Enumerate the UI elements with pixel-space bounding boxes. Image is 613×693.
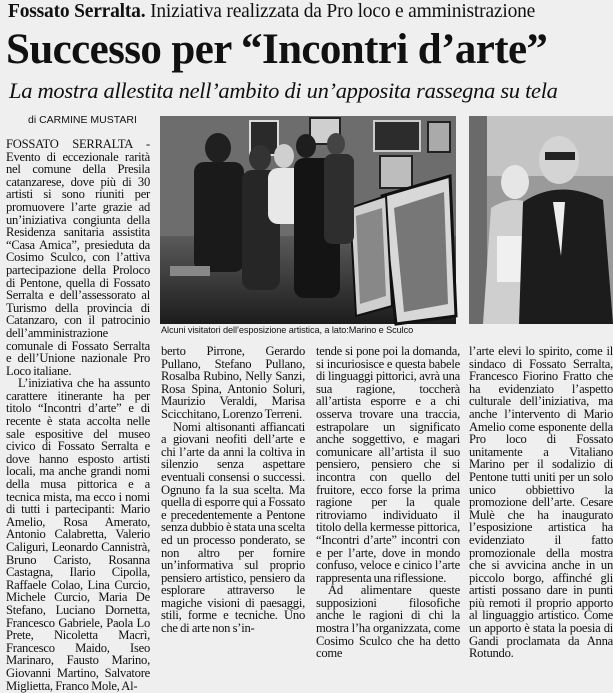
article-column-1 bbox=[6, 137, 150, 693]
article-paragraph: Nomi altisonanti affiancati a giovani neofiti dell’arte e chi l’arte da anni la coltiva in silenzio senza aspettare eventuali consensi o successi. Ognuno fa la sua scelta. Ma quella di esporre qui a Fossato e precedentemente a Pentone senza dubbio è stata una scelta ed un processo ponderato, se non altro per fornire un’informativa sul proprio pensiero artistico, pensiero da esplorare attraverso le magiche visioni di paesaggi, stili, forme e tecniche. Uno che di arte non s’in- bbox=[161, 419, 305, 636]
article-paragraph: Ad alimentare queste supposizioni filosofiche anche le ragioni di chi la mostra l’ha organizzata, come Cosimo Sculco che ha detto come bbox=[316, 583, 460, 661]
article-paragraph: FOSSATO SERRALTA - Evento di eccezionale rarità nel comune della Presila catanzarese, dove più di 30 artisti si sono riuniti per promuovere l’arte grazie ad un’iniziativa congiunta della Residenza sanitaria assistita “Casa Amica”, presieduta da Cosimo Sculco, con l’attiva partecipazione della Proloco di Pentone, quella di Fossato Serralta e dell’assessorato al Turismo della provincia di Catanzaro, con il patrocinio dell’amministrazione comunale di Fossato Serralta e dell’Unione nazionale Pro Loco italiane. bbox=[6, 137, 150, 378]
kicker bbox=[8, 1, 613, 23]
article-paragraph: tende si pone poi la domanda, si incuriosisce e questa babele di linguaggi pittorici, avrà una sua ragione, toccherà all’artista esporre e a chi osserva trovare una traccia, estrapolare un significato anche soggettivo, e magari comunicare all’artista il suo pensiero, pensiero che si incontra con quello del fruitore, ecco forse la prima ragione per la quale ritroviamo individuato il titolo della kermesse pittorica, “Incontri d’arte” incontri con e per l’arte, dove in mondo confuso, veloce e cinico l’arte rappresenta una riflessione. bbox=[316, 344, 460, 585]
exhibition-visitors-photo bbox=[160, 116, 456, 324]
photo-caption: Alcuni visitatori dell’esposizione artistica, a lato:Marino e Sculco bbox=[161, 325, 414, 335]
kicker-place: Fossato Serralta. bbox=[8, 1, 146, 22]
article-column-3 bbox=[316, 344, 460, 661]
article-paragraph: l’arte elevi lo spirito, come il sindaco di Fossato Serralta, Francesco Fiorino Fratto che ha evidenziato l’aspetto culturale dell’iniziativa, ma anche l’intervento di Mario Amelio come esponente della Pro loco di Fossato unitamente a Vitaliano Marino per il sodalizio di Pentone tutti uniti per un solo unico obbiettivo la promozione dell’arte. Cesare Mulè che ha inaugurato l’esposizione artistica ha evidenziato il fatto promozionale della mostra che si avvicina anche in un piccolo borgo, affinché gli artisti possano dare in punti più remoti il proprio apporto al linguaggio artistico. Come un apporto è stata la poesia di Gandi proclamata da Anna Rotundo. bbox=[469, 344, 613, 661]
byline: di CARMINE MUSTARI bbox=[28, 114, 137, 126]
subheadline: La mostra allestita nell’ambito di un’apposita rassegna su tela bbox=[9, 78, 558, 103]
article-paragraph: L’iniziativa che ha assunto carattere itinerante ha per titolo “Incontri d’arte” e di recente è stata accolta nelle sale espositive del museo civico di Fossato Serralta e dove hanno esposto artisti locali, ma anche grandi nomi della musa pittorica e a tecnica mista, ma ecco i nomi di tutti i partecipanti: Mario Amelio, Rosa Amerato, Antonio Calabretta, Valerio Caliguri, Leonardo Cannistrà, Bruno Caristo, Rosanna Castagna, Ilario Cipolla, Raffaele Colao, Lina Curcio, Michele Curcio, Maria De Stefano, Luciano Dornetta, Francesco Gabriele, Paola Lo Prete, Nicoletta Macrì, Francesco Maido, Iseo Marinaro, Fausto Marino, Giovanni Martino, Salvatore Miglietta, Franco Mole, Al- bbox=[6, 376, 150, 693]
marino-sculco-portrait-photo bbox=[469, 116, 613, 324]
kicker-text: Iniziativa realizzata da Pro loco e amministrazione bbox=[150, 1, 536, 22]
headline: Successo per “Incontri d’arte” bbox=[6, 26, 548, 73]
article-column-2 bbox=[161, 344, 305, 636]
article-paragraph: berto Pirrone, Gerardo Pullano, Stefano Pullano, Rosalba Rubino, Nelly Sanzi, Rosa Spina, Antonio Soluri, Maurizio Veraldi, Marisa Scicchitano, Lorenzo Terreni. bbox=[161, 344, 305, 421]
article-column-4 bbox=[469, 344, 613, 661]
